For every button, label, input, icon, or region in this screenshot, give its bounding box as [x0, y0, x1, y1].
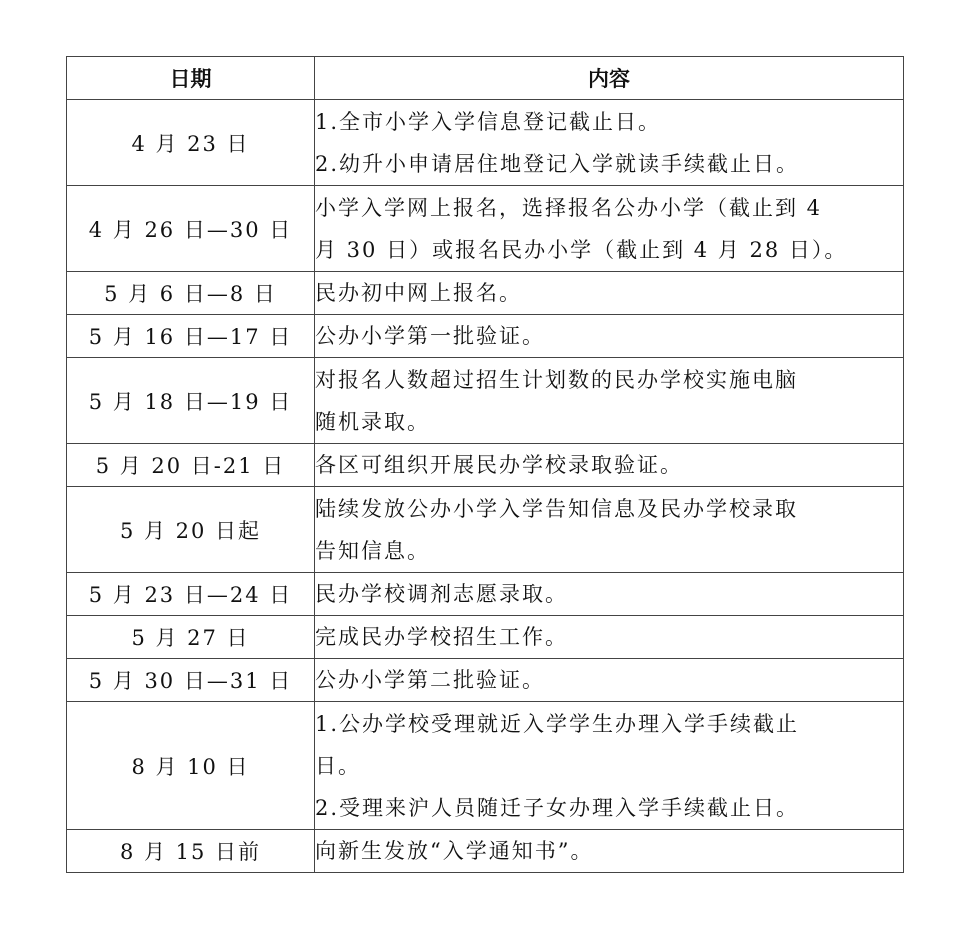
enrollment-schedule-table [66, 56, 904, 873]
table-row [67, 830, 904, 873]
table-row [67, 358, 904, 444]
content-line: 民办初中网上报名。 [315, 281, 522, 305]
table-row [67, 315, 904, 358]
table-row [67, 272, 904, 315]
content-line: 1.全市小学入学信息登记截止日。 [315, 109, 662, 134]
date-cell: 5 月 20 日起 [119, 518, 262, 543]
content-line: 随机录取。 [315, 409, 430, 434]
content-line: 完成民办学校招生工作。 [315, 625, 568, 649]
content-line: 1.公办学校受理就近入学学生办理入学手续截止 [315, 711, 800, 736]
content-line: 公办小学第二批验证。 [315, 668, 545, 692]
column-header-content: 内容 [315, 57, 904, 100]
content-line: 2.幼升小申请居住地登记入学就读手续截止日。 [315, 151, 800, 176]
content-line: 民办学校调剂志愿录取。 [315, 582, 568, 606]
content-line: 告知信息。 [315, 538, 430, 563]
table-row [67, 186, 904, 272]
content-line: 2.受理来沪人员随迁子女办理入学手续截止日。 [315, 795, 800, 820]
date-cell: 5 月 30 日—31 日 [88, 669, 293, 693]
date-cell: 5 月 16 日—17 日 [88, 325, 293, 349]
column-header-date: 日期 [67, 57, 315, 100]
table-row [67, 444, 904, 487]
date-cell: 5 月 27 日 [131, 626, 250, 650]
date-cell: 5 月 23 日—24 日 [88, 583, 293, 607]
table-row [67, 573, 904, 616]
table-row [67, 487, 904, 573]
content-line: 向新生发放“入学通知书”。 [315, 839, 594, 863]
date-cell: 5 月 18 日—19 日 [88, 389, 293, 414]
date-cell: 8 月 15 日前 [119, 840, 262, 864]
table-row [67, 616, 904, 659]
content-line: 对报名人数超过招生计划数的民办学校实施电脑 [315, 367, 798, 392]
table-row [67, 659, 904, 702]
date-cell: 5 月 6 日—8 日 [104, 282, 277, 306]
table-row [67, 702, 904, 830]
content-line: 日。 [315, 753, 361, 778]
content-line: 月 30 日）或报名民办小学（截止到 4 月 28 日）。 [315, 237, 848, 262]
content-line: 各区可组织开展民办学校录取验证。 [315, 453, 683, 477]
content-line: 公办小学第一批验证。 [315, 324, 545, 348]
table-header-row [67, 57, 904, 100]
content-line: 陆续发放公办小学入学告知信息及民办学校录取 [315, 496, 798, 521]
date-cell: 4 月 26 日—30 日 [88, 217, 293, 242]
date-cell: 5 月 20 日-21 日 [95, 454, 286, 478]
date-cell: 8 月 10 日 [131, 754, 250, 779]
content-line: 小学入学网上报名，选择报名公办小学（截止到 4 [315, 195, 823, 220]
table-row [67, 100, 904, 186]
date-cell: 4 月 23 日 [131, 131, 250, 156]
